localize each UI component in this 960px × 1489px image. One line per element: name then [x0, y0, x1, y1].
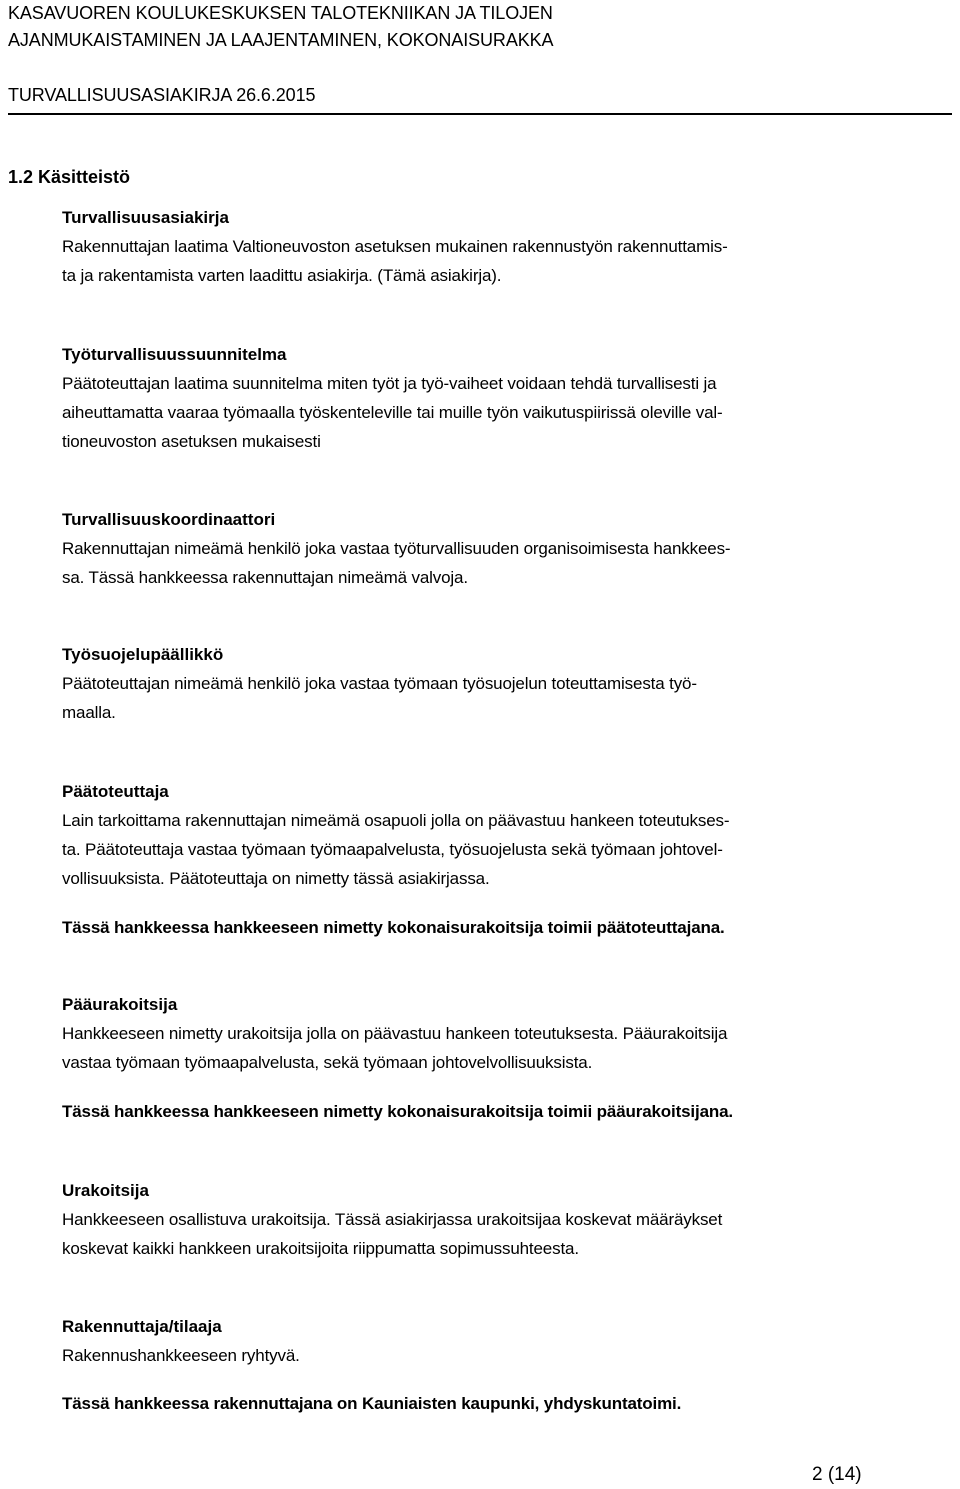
project-note-rakennuttaja: Tässä hankkeessa rakennuttajana on Kauniaisten kaupunki, yhdyskuntatoimi. [62, 1394, 682, 1413]
definition-line: Hankkeeseen nimetty urakoitsija jolla on päävastuu hankeen toteutuksesta. Pääurakoitsija [62, 1024, 728, 1043]
definition-entry-paatoteuttaja [62, 777, 874, 893]
definition-line: maalla. [62, 703, 116, 722]
definition-entry-turvallisuuskoordinaattori [62, 505, 874, 592]
definition-line: tioneuvoston asetuksen mukaisesti [62, 432, 321, 451]
definition-line: vastaa työmaan työmaapalvelusta, sekä työmaan johtovelvollisuuksista. [62, 1053, 593, 1072]
term-heading: Pääurakoitsija [62, 995, 178, 1014]
term-heading: Päätoteuttaja [62, 782, 169, 801]
term-heading: Rakennuttaja/tilaaja [62, 1317, 222, 1336]
definition-line: Rakennushankkeeseen ryhtyvä. [62, 1346, 300, 1365]
definition-entry-tyoturvallisuussuunnitelma [62, 340, 874, 456]
definition-line: Päätoteuttajan laatima suunnitelma miten työt ja työ-vaiheet voidaan tehdä turvallisesti ja [62, 374, 717, 393]
definition-entry-urakoitsija [62, 1176, 874, 1263]
definition-line: Päätoteuttajan nimeämä henkilö joka vastaa työmaan työsuojelun toteuttamisesta työ- [62, 674, 697, 693]
definition-line: Hankkeeseen osallistuva urakoitsija. Tässä asiakirjassa urakoitsijaa koskevat määräykset [62, 1210, 723, 1229]
definition-line: Rakennuttajan laatima Valtioneuvoston asetuksen mukainen rakennustyön rakennuttamis- [62, 237, 728, 256]
project-note-paatoteuttaja: Tässä hankkeessa hankkeeseen nimetty kokonaisurakoitsija toimii päätoteuttajana. [62, 918, 725, 937]
header-project-line-2: AJANMUKAISTAMINEN JA LAAJENTAMINEN, KOKONAISURAKKA [8, 30, 554, 50]
section-title: 1.2 Käsitteistö [8, 167, 131, 187]
page-number: 2 (14) [812, 1464, 862, 1485]
definition-line: sa. Tässä hankkeessa rakennuttajan nimeämä valvoja. [62, 568, 468, 587]
term-heading: Turvallisuusasiakirja [62, 208, 229, 227]
header-divider [8, 113, 952, 115]
definition-line: aiheuttamatta vaaraa työmaalla työskenteleville tai muille työn vaikutuspiirissä oleville val- [62, 403, 723, 422]
definition-entry-paaurakoitsija [62, 990, 874, 1077]
definition-line: Rakennuttajan nimeämä henkilö joka vastaa työturvallisuuden organisoimisesta hankkees- [62, 539, 731, 558]
definition-entry-turvallisuusasiakirja [62, 203, 874, 290]
header-document-title: TURVALLISUUSASIAKIRJA 26.6.2015 [8, 85, 316, 105]
term-heading: Työsuojelupäällikkö [62, 645, 224, 664]
term-heading: Turvallisuuskoordinaattori [62, 510, 276, 529]
project-note-paaurakoitsija: Tässä hankkeessa hankkeeseen nimetty kokonaisurakoitsija toimii pääurakoitsijana. [62, 1102, 733, 1121]
definition-line: Lain tarkoittama rakennuttajan nimeämä osapuoli jolla on päävastuu hankeen toteutukses- [62, 811, 730, 830]
term-heading: Työturvallisuussuunnitelma [62, 345, 287, 364]
definition-entry-tyosuojelupaallikko [62, 640, 874, 727]
term-heading: Urakoitsija [62, 1181, 149, 1200]
definition-line: vollisuuksista. Päätoteuttaja on nimetty tässä asiakirjassa. [62, 869, 490, 888]
definition-entry-rakennuttaja [62, 1312, 874, 1370]
definition-line: ta ja rakentamista varten laadittu asiakirja. (Tämä asiakirja). [62, 266, 502, 285]
definition-line: koskevat kaikki hankkeen urakoitsijoita riippumatta sopimussuhteesta. [62, 1239, 579, 1258]
definition-line: ta. Päätoteuttaja vastaa työmaan työmaapalvelusta, työsuojelusta sekä työmaan johtovel- [62, 840, 723, 859]
header-project-line-1: KASAVUOREN KOULUKESKUKSEN TALOTEKNIIKAN JA TILOJEN [8, 3, 553, 23]
